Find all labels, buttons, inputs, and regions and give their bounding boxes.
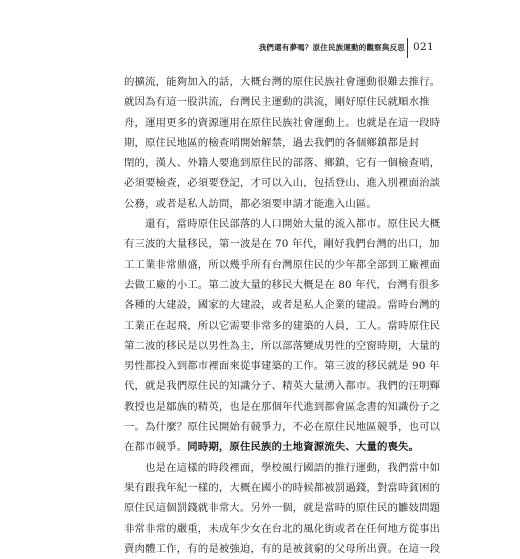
text-line: 工業正在起飛，所以它需要非常多的建築的人員，工人。當時原住民 <box>124 319 441 332</box>
text-line: 第二波的移民是以男性為主，所以部落變成男性的空窗時期，大量的 <box>124 339 441 352</box>
page-number: 021 <box>413 41 434 53</box>
text-line: 閉的，漢人、外籍人要進到原住民的部落、鄉鎮，它有一個檢查哨， <box>124 157 441 170</box>
text-line: 必須要檢查，必須要登記，才可以入山，包括登山、進入別裡面治談 <box>124 177 441 190</box>
text-line: 就因為有這一股洪流，台灣民主運動的洪流，剛好原住民就順水推 <box>124 96 430 109</box>
emphasized-text: 同時期，原住民族的土地資源流失、大量的喪失。 <box>187 441 420 454</box>
text-line-plain: 在都市競爭。 <box>124 441 188 454</box>
text-line: 果有跟我年紀一樣的，大概在國小的時候都被罰過錢，對當時貧困的 <box>124 481 441 494</box>
text-line: 代，就是我們原住民的知識分子、精英大量湧入都市。我們的汪明輝 <box>124 380 441 393</box>
text-line: 教授也是鄒族的精英，也是在那個年代進到都會區念書的知識份子之 <box>124 400 441 413</box>
text-line: 去做工廠的小工。第二波大量的移民大概是在 80 年代，台灣有很多 <box>124 278 440 291</box>
text-line: 各種的大建設，國家的大建設，或者是私人企業的建設。當時台灣的 <box>124 299 441 312</box>
text-line: 也是在這樣的時段裡面，學校風行國語的推行運動，我們當中如 <box>145 461 441 474</box>
text-line: 還有，當時原住民部落的人口開始大量的流入都市。原住民大概 <box>145 218 441 231</box>
body-text <box>124 72 441 559</box>
text-line: 賣肉體工作，有的是被強迫，有的是被貧窮的父母所出賣。在這一段 <box>124 542 441 555</box>
header-divider <box>407 38 408 58</box>
text-line: 舟，運用更多的資源運用在原住民族社會運動上。也就是在這一段時 <box>124 116 441 129</box>
text-line: 的擴流，能夠加入的話，大概台灣的原住民族社會運動很難去推行。 <box>124 76 441 88</box>
text-line: 公務，或者是私人訪問，都必須要申請才能進入山區。 <box>124 197 377 210</box>
running-header-title: 我們還有夢嗎？原住民族運動的觀察與反思 <box>258 43 405 52</box>
text-line <box>124 437 420 457</box>
text-line: 男性都投入到都市裡面來從事建築的工作。第三波的移民就是 90 年 <box>124 360 440 373</box>
text-line: 期，原住民地區的檢查哨開始解禁，過去我們的各個鄉鎮都是封 <box>124 136 420 149</box>
text-line: 一。為什麼？原住民開始有競爭力，不必在原住民地區競爭，也可以 <box>124 421 441 434</box>
text-line: 原住民這個罰錢就非常大。另外一個，就是當時的原住民的雛妓問題 <box>124 502 441 515</box>
text-line: 工工業非常鼎盛，所以幾乎所有台灣原住民的少年都全部到工廠裡面 <box>124 258 441 271</box>
text-line: 非常非常的嚴重，未成年少女在台北的風化街或者在任何地方從事出 <box>124 522 441 535</box>
text-line: 有三波的大量移民，第一波是在 70 年代，剛好我們台灣的出口，加 <box>124 238 440 251</box>
